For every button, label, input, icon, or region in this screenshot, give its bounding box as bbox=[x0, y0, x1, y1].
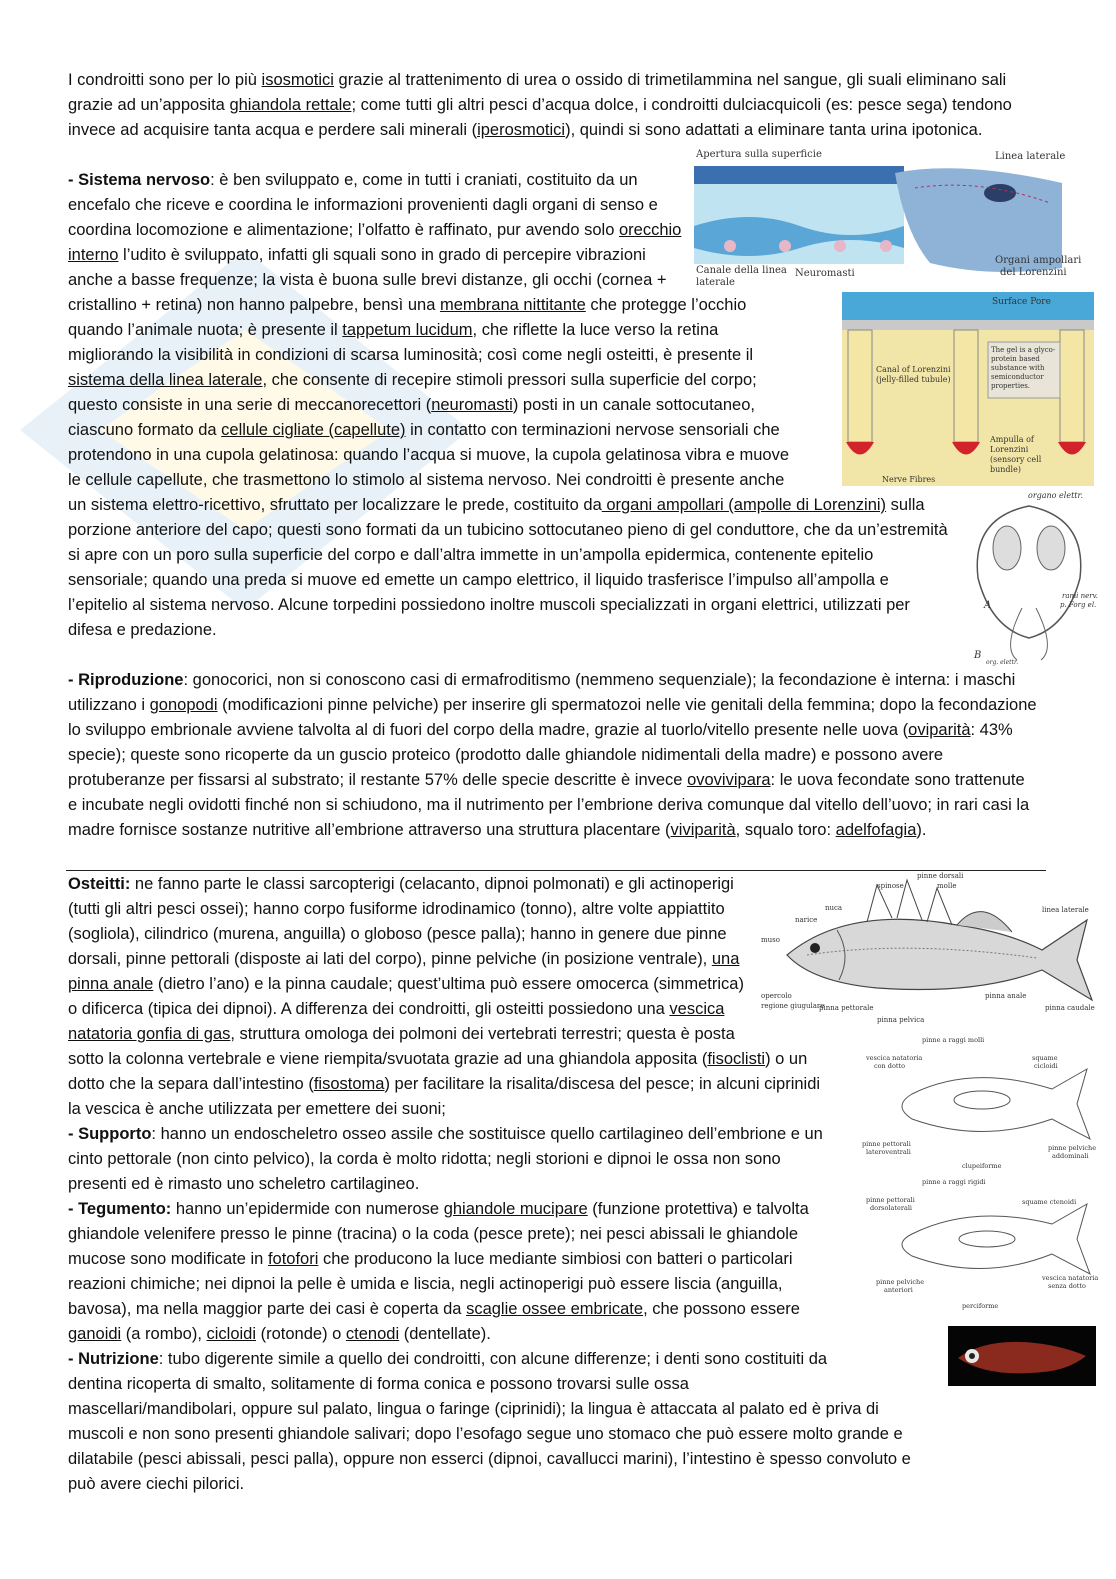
caption: lateroventrali bbox=[866, 1148, 911, 1156]
reproduction-paragraph: - Riproduzione: gonocorici, non si conoscono casi di ermafroditismo (nemmeno sequenziale); la fecondazione è interna: i maschi utilizzano i gonopodi (modificazioni pinne pelviche) per inserire gli spermatozoi nelle vie genitali della femmina; dopo la fecondazione lo sviluppo embrionale avviene talvolta al di fuori del corpo della madre, grazie al tuorlo/vitello presente nelle uova (oviparità: 43% specie); queste sono ricoperte da un guscio proteico (prodotto dalle ghiandole nidimentali della madre) e possono avere protuberanze per fissarsi al substrato; il restante 57% delle specie descritte è invece ovovivipara: le uova fecondate sono trattenute e incubate negli ovidotti finché non si schiudono, ma il nutrimento per l’embrione deriva comunque dal vitello dell’uovo; in rari casi la madre fornisce sostanze nutritive all’embrione attraverso una struttura placentare (viviparità, squalo toro: adelfofagia). bbox=[68, 671, 1037, 839]
caption: narice bbox=[795, 916, 818, 924]
caption: Neuromasti bbox=[795, 268, 855, 279]
intro-paragraph: I condroitti sono per lo più isosmotici grazie al trattenimento di urea o ossido di trimetilammina nel sangue, gli suali eliminano sali grazie ad un’apposita ghiandola rettale; come tutti gli altri pesci d’acqua dolce, i condroitti dulciacquicoli (es: pesce sega) tendono invece ad acquisire tanta acqua e perdere sali minerali (iperosmotici), quindi si sono adattati a eliminare tanta urina ipotonica. bbox=[68, 71, 1012, 139]
section-heading: - Nutrizione bbox=[68, 1350, 159, 1368]
caption: pinna anale bbox=[985, 992, 1027, 1000]
caption: pinne pelviche bbox=[1048, 1144, 1097, 1152]
caption: nuca bbox=[825, 904, 843, 912]
ampulla-figure bbox=[842, 292, 1094, 486]
caption: (jelly-filled tubule) bbox=[876, 375, 951, 384]
caption: addominali bbox=[1052, 1152, 1089, 1160]
caption: cicloidi bbox=[1034, 1062, 1058, 1070]
caption: del Lorenzini bbox=[1000, 267, 1067, 278]
section-heading: - Supporto bbox=[68, 1125, 152, 1143]
caption: perciforme bbox=[962, 1302, 999, 1310]
caption: clupeiforme bbox=[962, 1162, 1002, 1170]
caption: org. elettr. bbox=[986, 659, 1019, 666]
lateral-line-figure bbox=[690, 148, 1082, 288]
caption: Canale della linea bbox=[696, 265, 787, 276]
caption: pinna pelvica bbox=[877, 1016, 925, 1024]
caption: rami nerv. bbox=[1062, 592, 1098, 600]
caption: pinne pettorali bbox=[862, 1140, 911, 1148]
caption: pinna caudale bbox=[1045, 1004, 1095, 1012]
caption: regione giugulare bbox=[761, 1002, 825, 1010]
caption: pinne a raggi molli bbox=[922, 1036, 985, 1044]
caption: substance with bbox=[991, 364, 1045, 372]
term-ghiandola-rettale: ghiandola rettale bbox=[229, 96, 352, 114]
nervous-system-paragraph: - Sistema nervoso: è ben sviluppato e, come in tutti i craniati, costituito da un encefalo che riceve e coordina le informazioni provenienti dagli organi di senso e coordina locomozione e alimentazione; l’olfatto è raffinato, pur avendo solo orecchio interno l’udito è sviluppato, infatti gli squali sono in grado di percepire vibrazioni anche a basse frequenze; la vista è buona sulle brevi distanze, gli occhi (cornea + cristallino + retina) non hanno palpebre, bensì una membrana nittitante che protegge l’occhio quando l’animale nuota; è presente il tappetum lucidum, che riflette la luce verso la retina migliorando la visibilità in condizioni di scarsa luminosità; così come negli osteitti, è presente il sistema della linea laterale, che consente di recepire stimoli pressori sulla superficie del corpo; questo consiste in una serie di meccanorecettori (neuromasti) posti in un canale sottocutaneo, ciascuno formato da cellule cigliate (capellute) in contatto con terminazioni nervose sensoriali che protendono in una cupola gelatinosa: quando l’acqua si muove, la cupola gelatinosa vibra e muove le cellule capellute, che trasmettono lo stimolo al sistema nervoso. Nei condroitti è presente anche un sistema elettro-ricettivo, sfruttato per localizzare le prede, costituito da organi ampollari (ampolle di Lorenzini) sulla porzione anteriore del capo; questi sono formati da un tubicino sottocutaneo pieno di gel conduttore, che da un’estremità si apre con un poro sulla superficie del corpo e dall’altra immette in un’ampolla epidermica, contenente epitelio sensoriale; quando una preda si muove ed emette un campo elettrico, il liquido trasferisce l’impulso all’ampolla e l’epitelio al sistema nervoso. Alcune torpedini possiedono inoltre muscoli specializzati in organi elettrici, utilizzati per difesa e predazione. bbox=[68, 171, 948, 639]
caption: con dotto bbox=[874, 1062, 906, 1070]
caption: spinose bbox=[877, 882, 904, 890]
caption: (sensory cell bbox=[990, 455, 1042, 464]
caption: p. Forg el. bbox=[1060, 601, 1097, 609]
support-paragraph: - Supporto: hanno un endoscheletro osseo assile che sostituisce quello cartilagineo dell’embrione e un cinto pettorale (non cinto pelvico), la corda è molto ridotta; negli storioni e dipnoi le ossa non sono presenti ed è rimasto uno scheletro cartilagineo. bbox=[68, 1125, 823, 1193]
caption: pinne pelviche bbox=[876, 1278, 925, 1286]
electric-ray-figure bbox=[962, 488, 1096, 664]
caption: B bbox=[974, 650, 982, 661]
caption: Lorenzini bbox=[990, 445, 1029, 454]
caption: properties. bbox=[991, 382, 1031, 390]
caption: vescica natatoria bbox=[1042, 1274, 1099, 1282]
swim-bladder-figure bbox=[862, 1034, 1098, 1314]
caption: Linea laterale bbox=[995, 151, 1066, 162]
caption: bundle) bbox=[990, 465, 1021, 474]
caption: linea laterale bbox=[1042, 906, 1089, 914]
caption: squame ctenoidi bbox=[1022, 1198, 1077, 1206]
section-heading: Osteitti: bbox=[68, 875, 131, 893]
caption: Ampulla of bbox=[990, 435, 1034, 444]
caption: organo elettr. bbox=[1028, 491, 1083, 500]
caption: Organi ampollari bbox=[995, 255, 1082, 266]
caption: semiconductor bbox=[991, 373, 1044, 381]
caption: pinne dorsali bbox=[917, 872, 964, 880]
deep-sea-fish-photo bbox=[948, 1326, 1096, 1386]
nutrition-paragraph: - Nutrizione: tubo digerente simile a quello dei condroitti, con alcune differenze; i denti sono costituiti da dentina ricoperta di smalto, solitamente di forma conica e possono trovarsi sulle ossa mascellari/mandibolari, oppure sul palato, lingua o faringe (ciprinidi); la lingua è attaccata al palato ed è priva di muscoli e non sono presenti ghiandole salivari; dopo l’esofago segue uno stomaco che può essere molto grande e dilatabile (pesci abissali, pesci palla), oppure non esserci (dipnoi, cavallucci marini), l’intestino è spesso convoluto e può avere ciechi pilorici. bbox=[68, 1350, 911, 1493]
caption: muso bbox=[761, 936, 780, 944]
term-iperosmotici: iperosmotici bbox=[477, 121, 566, 139]
caption: Surface Pore bbox=[992, 297, 1051, 307]
section-heading: - Tegumento: bbox=[68, 1200, 172, 1218]
caption: protein based bbox=[991, 355, 1040, 363]
section-heading: - Riproduzione bbox=[68, 671, 184, 689]
caption: pinna pettorale bbox=[819, 1004, 874, 1012]
caption: laterale bbox=[696, 277, 735, 288]
perch-anatomy-figure bbox=[757, 870, 1097, 1030]
caption: Canal of Lorenzini bbox=[876, 365, 951, 374]
caption: vescica natatoria bbox=[866, 1054, 923, 1062]
caption: pinne pettorali bbox=[866, 1196, 915, 1204]
term-isosmotici: isosmotici bbox=[261, 71, 334, 89]
integument-paragraph: - Tegumento: hanno un’epidermide con numerose ghiandole mucipare (funzione protettiva) e talvolta ghiandole velenifere presso le pinne (tracina) o la coda (pesce prete); nei pesci abissali le ghiandole mucose sono modificate in fotofori che producono la luce mediante simbiosi con batteri o particolari reazioni chimiche; nei dipnoi la pelle è umida e liscia, negli actinoperigi può essere liscia (anguilla, bavosa), ma nella maggior parte dei casi è coperta da scaglie ossee embricate, che possono essere ganoidi (a rombo), cicloidi (rotonde) o ctenodi (dentellate). bbox=[68, 1200, 809, 1343]
section-heading: - Sistema nervoso bbox=[68, 171, 211, 189]
caption: Nerve Fibres bbox=[882, 475, 936, 484]
caption: The gel is a glyco- bbox=[991, 346, 1056, 354]
caption: A bbox=[984, 600, 992, 611]
caption: Apertura sulla superficie bbox=[696, 149, 822, 160]
caption: dorsolaterali bbox=[870, 1204, 912, 1212]
osteitti-paragraph: Osteitti: ne fanno parte le classi sarcopterigi (celacanto, dipnoi polmonati) e gli actinoperigi (tutti gli altri pesci ossei); hanno corpo fusiforme idrodinamico (tonno), altre volte appiattito (sogliola), cilindrico (murena, anguilla) o globoso (pesce palla); hanno in genere due pinne dorsali, pinne pettorali (disposte ai lati del corpo), pinne pelviche (in posizione ventrale), una pinna anale (dietro l’ano) e la pinna caudale; quest’ultima può essere omocerca (simmetrica) o dificerca (tipica dei dipnoi). A differenza dei condroitti, gli osteitti possiedono una vescica natatoria gonfia di gas, struttura omologa dei polmoni dei vertebrati terrestri; questa è posta sotto la colonna vertebrale e viene riempita/svuotata grazie ad una ghiandola apposita (fisoclisti) o un dotto che la separa dall’intestino (fisostoma) per facilitare la risalita/discesa del pesce; in alcuni ciprinidi la vescica è anche utilizzata per emettere dei suoni; bbox=[68, 875, 821, 1118]
caption: pinne a raggi rigidi bbox=[922, 1178, 986, 1186]
caption: anteriori bbox=[884, 1286, 913, 1294]
caption: molle bbox=[937, 882, 957, 890]
caption: senza dotto bbox=[1048, 1282, 1086, 1290]
caption: opercolo bbox=[761, 992, 792, 1000]
caption: squame bbox=[1032, 1054, 1058, 1062]
